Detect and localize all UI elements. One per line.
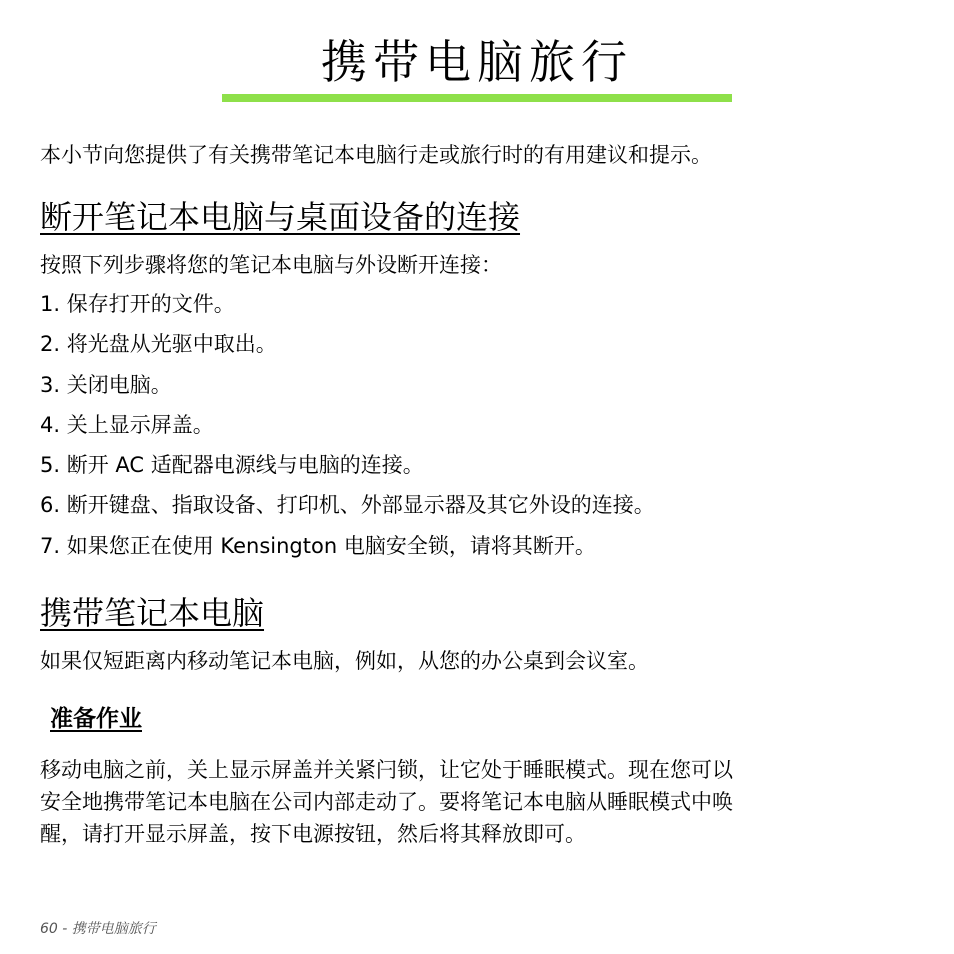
- paragraph-line: 移动电脑之前，关上显示屏盖并关紧闩锁，让它处于睡眠模式。现在您可以: [40, 758, 733, 782]
- section-heading-disconnect: 断开笔记本电脑与桌面设备的连接: [40, 198, 521, 236]
- step-item: 7. 如果您正在使用 Kensington 电脑安全锁，请将其断开。: [40, 533, 596, 558]
- paragraph-line: 醒，请打开显示屏盖，按下电源按钮，然后将其释放即可。: [40, 822, 586, 846]
- page-title: 携带电脑旅行: [321, 35, 633, 89]
- step-item: 5. 断开 AC 适配器电源线与电脑的连接。: [40, 453, 424, 478]
- disconnect-steps-list: [40, 289, 655, 571]
- step-item: 3. 关闭电脑。: [40, 372, 172, 397]
- step-item: 6. 断开键盘、指取设备、打印机、外部显示器及其它外设的连接。: [40, 493, 655, 518]
- page-footer: 60 - 携带电脑旅行: [40, 921, 156, 937]
- step-item: 4. 关上显示屏盖。: [40, 412, 214, 437]
- step-item: 1. 保存打开的文件。: [40, 292, 235, 316]
- paragraph-line: 安全地携带笔记本电脑在公司内部走动了。要将笔记本电脑从睡眠模式中唤: [40, 790, 733, 814]
- preparation-paragraph: [40, 754, 733, 850]
- title-underline-bar: [222, 94, 732, 102]
- disconnect-lead: 按照下列步骤将您的笔记本电脑与外设断开连接：: [40, 253, 502, 277]
- section-heading-carry: 携带笔记本电脑: [40, 594, 265, 632]
- subheading-preparation: 准备作业: [50, 706, 142, 732]
- intro-paragraph: 本小节向您提供了有关携带笔记本电脑行走或旅行时的有用建议和提示。: [40, 143, 712, 167]
- carry-lead: 如果仅短距离内移动笔记本电脑，例如，从您的办公桌到会议室。: [40, 649, 649, 673]
- step-item: 2. 将光盘从光驱中取出。: [40, 332, 277, 357]
